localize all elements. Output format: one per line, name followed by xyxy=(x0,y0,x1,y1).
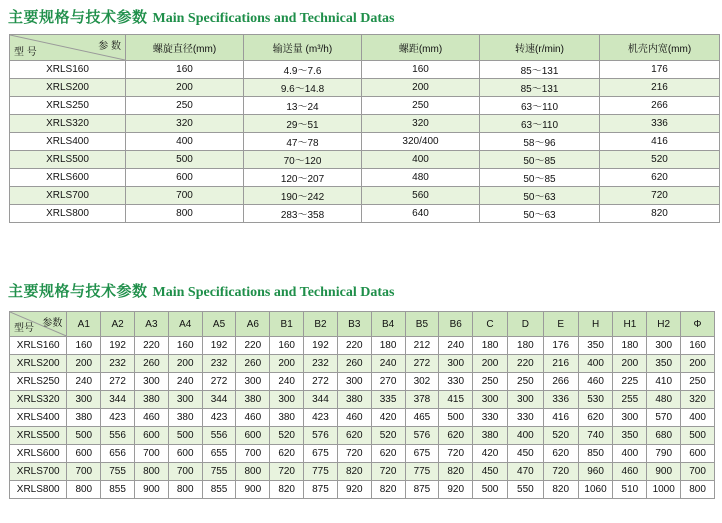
value-cell: 655 xyxy=(202,445,236,463)
title-chinese: 主要规格与技术参数 xyxy=(8,282,148,300)
value-cell: 423 xyxy=(202,409,236,427)
value-cell: 220 xyxy=(236,337,270,355)
value-cell: 775 xyxy=(304,463,338,481)
value-cell: 272 xyxy=(405,355,439,373)
value-cell: 216 xyxy=(543,355,578,373)
value-cell: 800 xyxy=(168,481,202,499)
value-cell: 450 xyxy=(507,445,543,463)
title-english: Main Specifications and Technical Datas xyxy=(152,285,395,300)
value-cell: 600 xyxy=(126,169,244,187)
value-cell: 192 xyxy=(304,337,338,355)
value-cell: 720 xyxy=(439,445,473,463)
corner-header xyxy=(10,312,67,337)
table-row xyxy=(10,409,715,427)
table-row xyxy=(10,187,720,205)
value-cell: 344 xyxy=(101,391,135,409)
value-cell: 63～110 xyxy=(480,97,600,115)
value-cell: 875 xyxy=(304,481,338,499)
column-header: A6 xyxy=(236,312,270,337)
value-cell: 176 xyxy=(600,61,720,79)
value-cell: 302 xyxy=(405,373,439,391)
value-cell: 620 xyxy=(270,445,304,463)
value-cell: 620 xyxy=(578,409,613,427)
value-cell: 900 xyxy=(135,481,169,499)
column-header: H1 xyxy=(613,312,647,337)
value-cell: 520 xyxy=(600,151,720,169)
value-cell: 344 xyxy=(202,391,236,409)
value-cell: 200 xyxy=(67,355,101,373)
value-cell: 680 xyxy=(647,427,681,445)
value-cell: 700 xyxy=(236,445,270,463)
value-cell: 300 xyxy=(337,373,371,391)
value-cell: 266 xyxy=(600,97,720,115)
value-cell: 300 xyxy=(507,391,543,409)
value-cell: 192 xyxy=(202,337,236,355)
value-cell: 415 xyxy=(439,391,473,409)
value-cell: 380 xyxy=(473,427,508,445)
value-cell: 460 xyxy=(613,463,647,481)
value-cell: 200 xyxy=(473,355,508,373)
value-cell: 320 xyxy=(126,115,244,133)
value-cell: 225 xyxy=(613,373,647,391)
value-cell: 200 xyxy=(613,355,647,373)
value-cell: 720 xyxy=(600,187,720,205)
value-cell: 790 xyxy=(647,445,681,463)
table-row xyxy=(10,97,720,115)
value-cell: 460 xyxy=(236,409,270,427)
value-cell: 855 xyxy=(202,481,236,499)
value-cell: 640 xyxy=(362,205,480,223)
corner-label-model: 型号 xyxy=(14,323,34,334)
value-cell: 520 xyxy=(371,427,405,445)
value-cell: 232 xyxy=(202,355,236,373)
column-header: B3 xyxy=(337,312,371,337)
value-cell: 620 xyxy=(600,169,720,187)
column-header: A4 xyxy=(168,312,202,337)
model-cell: XRLS700 xyxy=(10,187,126,205)
value-cell: 600 xyxy=(168,445,202,463)
value-cell: 600 xyxy=(135,427,169,445)
value-cell: 450 xyxy=(473,463,508,481)
value-cell: 192 xyxy=(101,337,135,355)
value-cell: 50～85 xyxy=(480,169,600,187)
table-row xyxy=(10,115,720,133)
value-cell: 800 xyxy=(135,463,169,481)
column-header: A5 xyxy=(202,312,236,337)
table-row xyxy=(10,205,720,223)
value-cell: 800 xyxy=(67,481,101,499)
value-cell: 266 xyxy=(543,373,578,391)
column-header: B6 xyxy=(439,312,473,337)
model-cell: XRLS600 xyxy=(10,445,67,463)
table-row xyxy=(10,445,715,463)
value-cell: 820 xyxy=(371,481,405,499)
value-cell: 920 xyxy=(337,481,371,499)
model-cell: XRLS320 xyxy=(10,391,67,409)
value-cell: 240 xyxy=(168,373,202,391)
value-cell: 800 xyxy=(236,463,270,481)
column-header: B2 xyxy=(304,312,338,337)
value-cell: 380 xyxy=(236,391,270,409)
value-cell: 700 xyxy=(126,187,244,205)
value-cell: 47～78 xyxy=(244,133,362,151)
value-cell: 50～85 xyxy=(480,151,600,169)
value-cell: 180 xyxy=(371,337,405,355)
value-cell: 380 xyxy=(168,409,202,427)
value-cell: 220 xyxy=(337,337,371,355)
value-cell: 240 xyxy=(371,355,405,373)
column-header: Φ xyxy=(681,312,715,337)
column-header: B4 xyxy=(371,312,405,337)
value-cell: 1000 xyxy=(647,481,681,499)
value-cell: 820 xyxy=(270,481,304,499)
value-cell: 675 xyxy=(304,445,338,463)
value-cell: 344 xyxy=(304,391,338,409)
value-cell: 465 xyxy=(405,409,439,427)
value-cell: 58～96 xyxy=(480,133,600,151)
value-cell: 200 xyxy=(681,355,715,373)
value-cell: 400 xyxy=(362,151,480,169)
model-cell: XRLS600 xyxy=(10,169,126,187)
value-cell: 720 xyxy=(543,463,578,481)
corner-header xyxy=(10,35,126,61)
value-cell: 160 xyxy=(126,61,244,79)
value-cell: 160 xyxy=(270,337,304,355)
corner-label-params: 参 数 xyxy=(98,41,121,52)
value-cell: 200 xyxy=(362,79,480,97)
value-cell: 500 xyxy=(473,481,508,499)
value-cell: 350 xyxy=(613,427,647,445)
value-cell: 4.9～7.6 xyxy=(244,61,362,79)
value-cell: 400 xyxy=(507,427,543,445)
column-header: A2 xyxy=(101,312,135,337)
table-row xyxy=(10,427,715,445)
value-cell: 460 xyxy=(135,409,169,427)
value-cell: 855 xyxy=(101,481,135,499)
value-cell: 240 xyxy=(270,373,304,391)
column-header: H xyxy=(578,312,613,337)
value-cell: 570 xyxy=(647,409,681,427)
value-cell: 620 xyxy=(337,427,371,445)
table-row xyxy=(10,133,720,151)
value-cell: 800 xyxy=(681,481,715,499)
column-header: H2 xyxy=(647,312,681,337)
value-cell: 720 xyxy=(371,463,405,481)
column-header: E xyxy=(543,312,578,337)
model-cell: XRLS500 xyxy=(10,427,67,445)
value-cell: 200 xyxy=(126,79,244,97)
value-cell: 556 xyxy=(202,427,236,445)
value-cell: 480 xyxy=(362,169,480,187)
value-cell: 260 xyxy=(236,355,270,373)
value-cell: 336 xyxy=(543,391,578,409)
value-cell: 920 xyxy=(439,481,473,499)
model-cell: XRLS400 xyxy=(10,133,126,151)
table-row xyxy=(10,391,715,409)
spec-table xyxy=(9,34,720,223)
section-title-dimensions xyxy=(8,280,394,301)
value-cell: 380 xyxy=(337,391,371,409)
value-cell: 220 xyxy=(135,337,169,355)
value-cell: 63～110 xyxy=(480,115,600,133)
value-cell: 530 xyxy=(578,391,613,409)
value-cell: 300 xyxy=(647,337,681,355)
value-cell: 576 xyxy=(304,427,338,445)
value-cell: 180 xyxy=(473,337,508,355)
value-cell: 320/400 xyxy=(362,133,480,151)
value-cell: 500 xyxy=(439,409,473,427)
model-cell: XRLS320 xyxy=(10,115,126,133)
table-row xyxy=(10,463,715,481)
table-row xyxy=(10,481,715,499)
column-header: 螺旋直径(mm) xyxy=(126,35,244,61)
value-cell: 336 xyxy=(600,115,720,133)
value-cell: 240 xyxy=(439,337,473,355)
value-cell: 85～131 xyxy=(480,61,600,79)
value-cell: 820 xyxy=(439,463,473,481)
value-cell: 600 xyxy=(236,427,270,445)
value-cell: 380 xyxy=(67,409,101,427)
value-cell: 216 xyxy=(600,79,720,97)
value-cell: 410 xyxy=(647,373,681,391)
value-cell: 250 xyxy=(473,373,508,391)
value-cell: 656 xyxy=(101,445,135,463)
value-cell: 160 xyxy=(67,337,101,355)
model-cell: XRLS800 xyxy=(10,481,67,499)
title-chinese: 主要规格与技术参数 xyxy=(8,8,148,26)
column-header: C xyxy=(473,312,508,337)
value-cell: 500 xyxy=(67,427,101,445)
value-cell: 200 xyxy=(270,355,304,373)
value-cell: 700 xyxy=(681,463,715,481)
value-cell: 300 xyxy=(439,355,473,373)
value-cell: 350 xyxy=(647,355,681,373)
value-cell: 250 xyxy=(681,373,715,391)
corner-label-params: 参数 xyxy=(42,318,63,329)
value-cell: 330 xyxy=(439,373,473,391)
value-cell: 190～242 xyxy=(244,187,362,205)
value-cell: 330 xyxy=(473,409,508,427)
value-cell: 260 xyxy=(337,355,371,373)
value-cell: 220 xyxy=(507,355,543,373)
value-cell: 160 xyxy=(681,337,715,355)
value-cell: 520 xyxy=(543,427,578,445)
value-cell: 260 xyxy=(135,355,169,373)
value-cell: 250 xyxy=(507,373,543,391)
value-cell: 460 xyxy=(337,409,371,427)
value-cell: 13～24 xyxy=(244,97,362,115)
dimension-table xyxy=(9,311,715,499)
model-cell: XRLS700 xyxy=(10,463,67,481)
value-cell: 300 xyxy=(168,391,202,409)
value-cell: 180 xyxy=(507,337,543,355)
value-cell: 820 xyxy=(543,481,578,499)
value-cell: 232 xyxy=(304,355,338,373)
column-header: 转速(r/min) xyxy=(480,35,600,61)
value-cell: 720 xyxy=(270,463,304,481)
value-cell: 330 xyxy=(507,409,543,427)
model-cell: XRLS160 xyxy=(10,61,126,79)
value-cell: 300 xyxy=(473,391,508,409)
header-row xyxy=(10,35,720,61)
value-cell: 700 xyxy=(135,445,169,463)
value-cell: 320 xyxy=(362,115,480,133)
model-cell: XRLS250 xyxy=(10,97,126,115)
value-cell: 423 xyxy=(304,409,338,427)
value-cell: 550 xyxy=(507,481,543,499)
corner-label-model: 型 号 xyxy=(14,47,37,58)
value-cell: 400 xyxy=(126,133,244,151)
value-cell: 700 xyxy=(168,463,202,481)
value-cell: 1060 xyxy=(578,481,613,499)
value-cell: 960 xyxy=(578,463,613,481)
value-cell: 272 xyxy=(202,373,236,391)
table-row xyxy=(10,373,715,391)
value-cell: 576 xyxy=(405,427,439,445)
value-cell: 820 xyxy=(337,463,371,481)
value-cell: 85～131 xyxy=(480,79,600,97)
value-cell: 875 xyxy=(405,481,439,499)
value-cell: 160 xyxy=(362,61,480,79)
model-cell: XRLS200 xyxy=(10,355,67,373)
value-cell: 270 xyxy=(371,373,405,391)
model-cell: XRLS400 xyxy=(10,409,67,427)
value-cell: 420 xyxy=(371,409,405,427)
model-cell: XRLS250 xyxy=(10,373,67,391)
value-cell: 300 xyxy=(135,373,169,391)
value-cell: 560 xyxy=(362,187,480,205)
value-cell: 460 xyxy=(578,373,613,391)
value-cell: 240 xyxy=(67,373,101,391)
value-cell: 320 xyxy=(681,391,715,409)
value-cell: 480 xyxy=(647,391,681,409)
value-cell: 500 xyxy=(681,427,715,445)
column-header: A1 xyxy=(67,312,101,337)
value-cell: 250 xyxy=(362,97,480,115)
value-cell: 520 xyxy=(270,427,304,445)
model-cell: XRLS200 xyxy=(10,79,126,97)
value-cell: 755 xyxy=(202,463,236,481)
value-cell: 160 xyxy=(168,337,202,355)
column-header: 输送量 (m³/h) xyxy=(244,35,362,61)
value-cell: 675 xyxy=(405,445,439,463)
value-cell: 272 xyxy=(101,373,135,391)
value-cell: 420 xyxy=(473,445,508,463)
value-cell: 600 xyxy=(67,445,101,463)
value-cell: 850 xyxy=(578,445,613,463)
value-cell: 600 xyxy=(681,445,715,463)
value-cell: 740 xyxy=(578,427,613,445)
section-title-specs xyxy=(8,6,394,27)
value-cell: 620 xyxy=(543,445,578,463)
value-cell: 200 xyxy=(168,355,202,373)
table-row xyxy=(10,169,720,187)
column-header: B1 xyxy=(270,312,304,337)
value-cell: 400 xyxy=(578,355,613,373)
value-cell: 556 xyxy=(101,427,135,445)
value-cell: 720 xyxy=(337,445,371,463)
value-cell: 350 xyxy=(578,337,613,355)
value-cell: 70～120 xyxy=(244,151,362,169)
header-row xyxy=(10,312,715,337)
value-cell: 900 xyxy=(236,481,270,499)
value-cell: 232 xyxy=(101,355,135,373)
value-cell: 416 xyxy=(600,133,720,151)
value-cell: 335 xyxy=(371,391,405,409)
value-cell: 120～207 xyxy=(244,169,362,187)
value-cell: 250 xyxy=(126,97,244,115)
model-cell: XRLS800 xyxy=(10,205,126,223)
value-cell: 50～63 xyxy=(480,205,600,223)
value-cell: 400 xyxy=(613,445,647,463)
value-cell: 620 xyxy=(371,445,405,463)
table-row xyxy=(10,79,720,97)
value-cell: 900 xyxy=(647,463,681,481)
value-cell: 300 xyxy=(67,391,101,409)
value-cell: 755 xyxy=(101,463,135,481)
value-cell: 283～358 xyxy=(244,205,362,223)
model-cell: XRLS500 xyxy=(10,151,126,169)
value-cell: 400 xyxy=(681,409,715,427)
spec-table-body xyxy=(10,61,720,223)
value-cell: 380 xyxy=(270,409,304,427)
value-cell: 416 xyxy=(543,409,578,427)
value-cell: 800 xyxy=(126,205,244,223)
value-cell: 300 xyxy=(270,391,304,409)
column-header: D xyxy=(507,312,543,337)
value-cell: 300 xyxy=(236,373,270,391)
value-cell: 255 xyxy=(613,391,647,409)
value-cell: 378 xyxy=(405,391,439,409)
model-cell: XRLS160 xyxy=(10,337,67,355)
value-cell: 180 xyxy=(613,337,647,355)
column-header: B5 xyxy=(405,312,439,337)
value-cell: 500 xyxy=(168,427,202,445)
value-cell: 500 xyxy=(126,151,244,169)
table-row xyxy=(10,61,720,79)
value-cell: 9.6～14.8 xyxy=(244,79,362,97)
value-cell: 29～51 xyxy=(244,115,362,133)
value-cell: 700 xyxy=(67,463,101,481)
value-cell: 470 xyxy=(507,463,543,481)
value-cell: 510 xyxy=(613,481,647,499)
value-cell: 176 xyxy=(543,337,578,355)
value-cell: 272 xyxy=(304,373,338,391)
value-cell: 423 xyxy=(101,409,135,427)
dimension-table-body xyxy=(10,337,715,499)
column-header: 机壳内宽(mm) xyxy=(600,35,720,61)
value-cell: 620 xyxy=(439,427,473,445)
value-cell: 212 xyxy=(405,337,439,355)
table-row xyxy=(10,337,715,355)
table-row xyxy=(10,355,715,373)
value-cell: 380 xyxy=(135,391,169,409)
title-english: Main Specifications and Technical Datas xyxy=(152,11,395,26)
value-cell: 820 xyxy=(600,205,720,223)
value-cell: 775 xyxy=(405,463,439,481)
value-cell: 300 xyxy=(613,409,647,427)
value-cell: 50～63 xyxy=(480,187,600,205)
column-header: 螺距(mm) xyxy=(362,35,480,61)
column-header: A3 xyxy=(135,312,169,337)
table-row xyxy=(10,151,720,169)
